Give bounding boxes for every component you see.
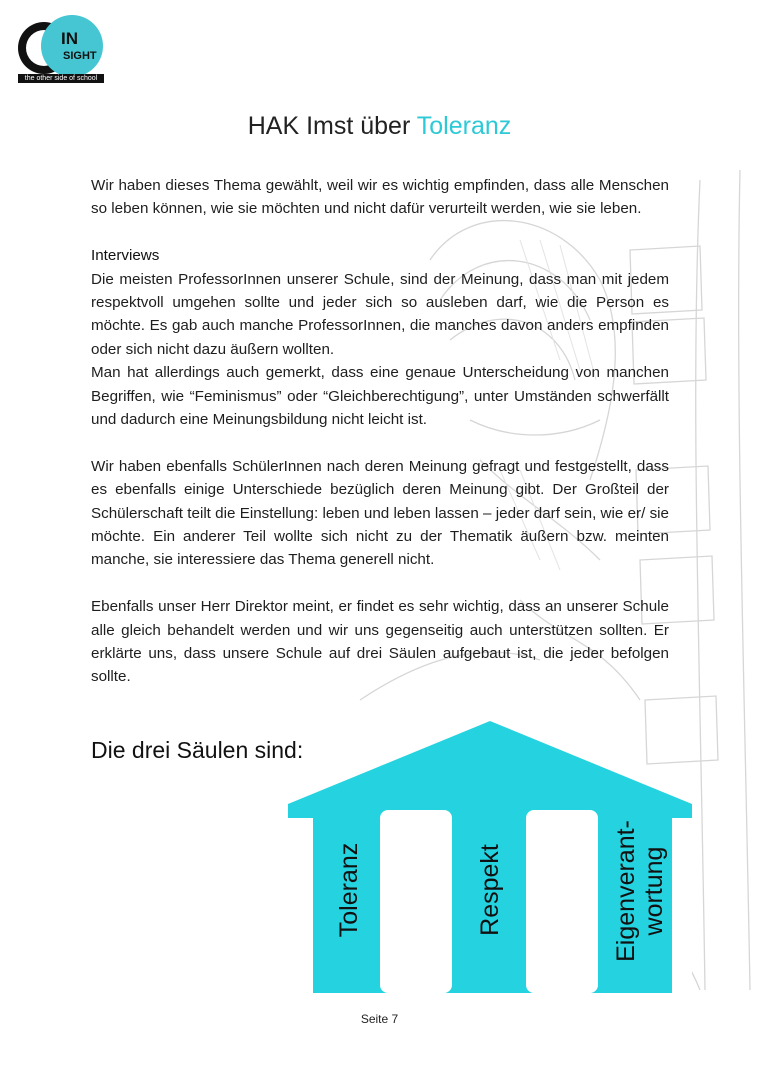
temple-gap-right (672, 818, 692, 993)
spacer (91, 431, 669, 454)
spacer (91, 572, 669, 595)
temple-roof (288, 721, 692, 804)
interviews-paragraph-2: Man hat allerdings auch gemerkt, dass eine genaue Unterscheidung von manchen Begriffen, wie “Feminismus” oder “Gleichberechtigung”, unter Umständen schwerfällt und dadurch eine Meinungsbildung nicht leicht ist. (91, 364, 669, 429)
interviews-heading: Interviews (91, 247, 160, 265)
temple-gap-1 (380, 810, 452, 993)
pillars-heading: Die drei Säulen sind: (91, 737, 304, 763)
spacer (91, 221, 669, 244)
director-paragraph: Ebenfalls unser Herr Direktor meint, er findet es sehr wichtig, dass an unserer Schule alle gleich behandelt werden und wir uns gegenseitig auch unterstützen sollten. Er erklärte uns, dass unsere Schule auf drei Säulen aufgebaut ist, die jeder befolgen sollte. (91, 598, 669, 686)
pillar-label-respekt: Respekt (476, 844, 504, 936)
interviews-paragraph-1: Die meisten ProfessorInnen unserer Schule, sind der Meinung, dass man mit jedem respektvoll umgehen sollte und jeder sich so ausleben darf, wie die Person es möchte. Es gab auch manche ProfessorInnen, die manches davon anders empfinden oder sich nicht dazu äußern wollten. (91, 270, 669, 358)
logo-sight-text: SIGHT (63, 50, 97, 62)
students-paragraph: Wir haben ebenfalls SchülerInnen nach deren Meinung gefragt und festgestellt, dass es ebenfalls einige Unterschiede bezüglich deren Meinung gibt. Der Großteil der Schülerschaft teilt die Einstellung: leben und leben lassen – jeder darf sein, wie er/ sie möchte. Ein anderer Teil wollte sich nicht zu der Thematik äußern bzw. meinten manche, sie interessiere das Thema generell nicht. (91, 457, 669, 569)
logo-in-text: IN (61, 29, 78, 48)
title-prefix: HAK Imst über (247, 112, 417, 140)
page-number: Seite 7 (360, 1012, 399, 1026)
intro-paragraph: Wir haben dieses Thema gewählt, weil wir es wichtig empfinden, dass alle Menschen so leben können, wie sie möchten und nicht dafür verurteilt werden, wie sie leben. (91, 177, 669, 218)
title-accent: Toleranz (416, 112, 512, 140)
logo-tagline: the other side of school (18, 74, 104, 83)
article-body (91, 174, 669, 689)
pillar-label-toleranz: Toleranz (335, 842, 363, 938)
temple-gap-left (288, 818, 313, 993)
temple-gap-2 (526, 810, 598, 993)
page-title (0, 112, 759, 141)
pillar-label-eigenverantwortung: Eigenverant- wortung (612, 820, 668, 962)
